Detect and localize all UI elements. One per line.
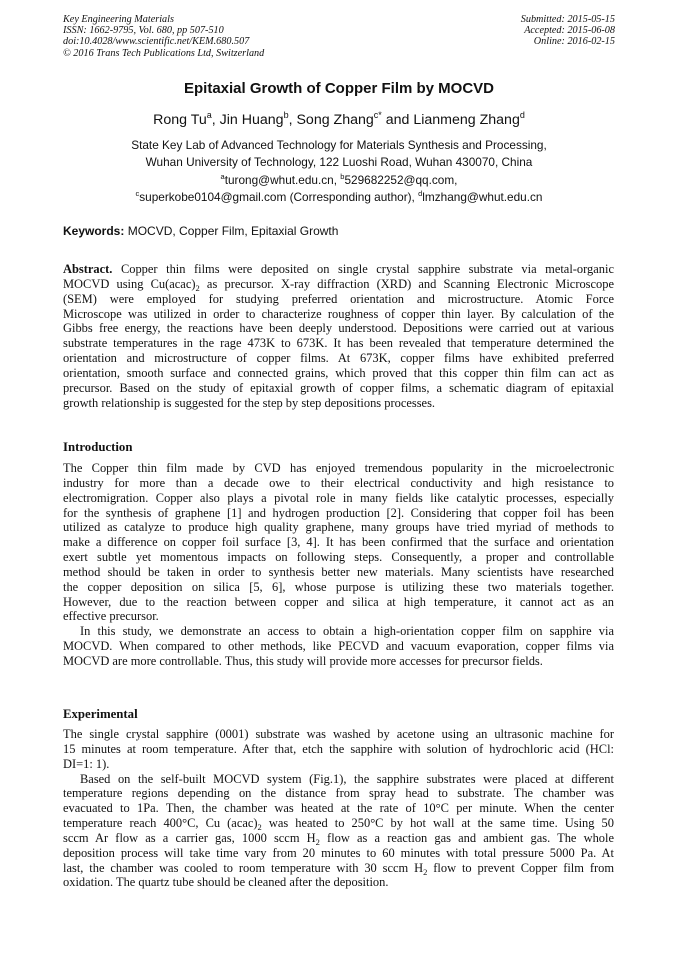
journal-info xyxy=(63,14,264,59)
email-d[interactable]: lmzhang@whut.edu.cn xyxy=(422,189,543,204)
affiliation xyxy=(0,137,678,170)
experimental-body: The single crystal sapphire (0001) substrate was washed by acetone using an ultrasonic machine for 15 minutes at room temperature. After that, etch the sapphire with solution of hydrochloric acid (HCl: DI=1: 1). Based on the self-built MOCVD system (Fig.1), the sapphire substrates were placed at different temperature regions depending on the distance from spray head to substrate. The chamber was evacuated to 1Pa. Then, the chamber was heated at the rate of 10°C per minute. When the center temperature reach 400°C, Cu $(acac)_2$ was heated to 250°C by hot wall at the same time. Using 50 sccm Ar flow as a carrier gas, 1000 sccm $H_2$ flow as a reaction gas and ambient gas. The whole deposition process will take time vary from 20 minutes to 60 minutes with total pressure 5000 Pa. At last, the chamber was cooled to room temperature with 30 sccm $H_2$ flow to prevent Copper film from oxidation. The quartz tube should be cleaned after the deposition. xyxy=(63,727,614,890)
keywords xyxy=(63,224,338,238)
online-date: Online: 2016-02-15 xyxy=(533,36,615,48)
abstract-label: Abstract. xyxy=(63,262,113,276)
author-list: Rong Tu$^a$, Jin Huang$^b$, Song Zhang$^{c*}$ and Lianmeng Zhang$^d$ xyxy=(153,110,525,128)
journal-issn: ISSN: 1662-9795, Vol. 680, pp 507-510 xyxy=(63,25,224,37)
email-c[interactable]: superkobe0104@gmail.com (Corresponding author), xyxy=(139,189,415,204)
author-mark: d xyxy=(519,110,525,120)
affiliation-line: State Key Lab of Advanced Technology for Materials Synthesis and Processing, xyxy=(131,138,547,152)
experimental-heading: Experimental xyxy=(63,707,138,721)
author-mark: c* xyxy=(373,110,382,120)
abstract: Abstract. Copper thin films were deposited on single crystal sapphire substrate via metal-organic MOCVD using $Cu(acac)_2$ as precursor. X-ray diffraction (XRD) and Scanning Electronic Microscope (SEM) were employed for studying preferred orientation and microstructure. Atomic Force Microscope was utilized in order to characterize roughness of copper thin layer. By calculation of the Gibbs free energy, the reactions have been deeply understood. Depositions were carried out at various substrate temperatures in the rage 473K to 673K. It has been revealed that temperature determined the orientation and microstructure of copper films. At 673K, copper films have exhibited preferred orientation, smooth surface and connected grains, which proved that this copper thin film can act as precursor. Based on the study of epitaxial growth of copper films, a schematic diagram of epitaxial growth relationship is suggested for the step by step depositions processes. xyxy=(63,262,614,410)
submitted-date: Submitted: 2015-05-15 xyxy=(520,14,615,25)
author-mark: b xyxy=(283,110,289,120)
accepted-date: Accepted: 2015-06-08 xyxy=(524,25,615,37)
affiliation-line: Wuhan University of Technology, 122 Luoshi Road, Wuhan 430070, China xyxy=(145,154,533,169)
author-name: Song Zhang xyxy=(296,112,374,128)
email-a[interactable]: turong@whut.edu.cn, xyxy=(224,173,338,187)
keywords-label: Keywords: xyxy=(63,224,125,238)
journal-doi: doi:10.4028/www.scientific.net/KEM.680.507 xyxy=(63,36,250,48)
submission-dates xyxy=(521,14,615,48)
author-mark: a xyxy=(206,110,212,120)
author-name: Jin Huang xyxy=(219,112,284,128)
author-name: Rong Tu xyxy=(153,112,207,128)
keywords-text: MOCVD, Copper Film, Epitaxial Growth xyxy=(127,224,339,238)
journal-name: Key Engineering Materials xyxy=(63,14,174,25)
email-b[interactable]: 529682252@qq.com, xyxy=(344,173,458,187)
journal-copyright: © 2016 Trans Tech Publications Ltd, Switzerland xyxy=(63,47,265,59)
introduction-heading: Introduction xyxy=(63,440,133,454)
paper-title: Epitaxial Growth of Copper Film by MOCVD xyxy=(183,80,495,97)
author-name: Lianmeng Zhang xyxy=(413,112,520,128)
introduction-body: The Copper thin film made by CVD has enjoyed tremendous popularity in the microelectronic industry for more than a decade owe to their electrical conductivity and high resistance to electromigration. Copper also plays a pivotal role in many fields like catalytic processes, especially for the synthesis of graphene [1] and hydrogen production [2]. Considering that copper foil has been utilized as catalyze to produce high quality graphene, many groups have tried myriad of methods to make a difference on copper foil surface [3, 4]. It has been confirmed that the surface and orientation exert subtle yet momentous impacts on following steps. Consequently, a proper and controllable method should be taken in order to synthesis better new materials. Many scientists have researched the copper deposition on silica [5, 6], whose purpose is utilizing these two materials together. However, due to the reaction between copper and silica at high temperature, it cannot act as an effective precursor. In this study, we demonstrate an access to obtain a high-orientation copper film on sapphire via MOCVD. When compared to other methods, like PECVD and vacuum evaporation, copper films via MOCVD are more controllable. Thus, this study will provide more accesses for precursor fields. xyxy=(63,461,614,668)
author-emails: $^a$turong@whut.edu.cn, $^b$529682252@qq.com, $^c$superkobe0104@gmail.com (Corresponding author), $^d$lmzhang@whut.edu.cn xyxy=(135,172,543,204)
